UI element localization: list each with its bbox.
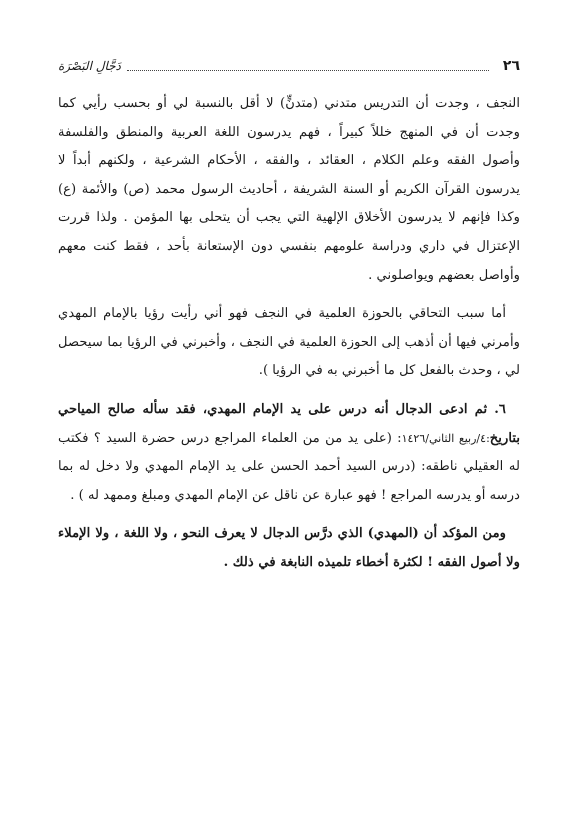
paragraph-3-text: : (على يد من من العلماء المراجع درس حضرة السيد ؟ فكتب له العقيلي ناطقه: (درس السيد أحمد الحسن على يد الإمام المهدي ولا دخل له بما درسه أو يدرسه المراجع ! فهو عبارة عن ناقل عن الإمام المهدي ومبلغ وممهد له ) . bbox=[58, 430, 520, 503]
paragraph-2: أما سبب التحاقي بالحوزة العلمية في النجف فهو أني رأيت رؤيا بالإمام المهدي وأمرني فيها أن أذهب إلى الحوزة العلمية في النجف ، وأخبرني في الرؤيا بما سيحصل لي ، وحدث بالفعل كل ما أخبرني به في الرؤيا ). bbox=[58, 306, 520, 379]
header-divider bbox=[127, 60, 489, 71]
paragraph-4: ومن المؤكد أن (المهدي) الذي درَّس الدجال لا يعرف النحو ، ولا اللغة ، ولا الإملاء ولا أصول الفقه ! لكثرة أخطاء تلميذه النابغة في ذلك . bbox=[58, 526, 520, 570]
paragraph-3-lead: ٦. ثم ادعى الدجال أنه درس على يد الإمام المهدي، فقد سأله صالح المياحي بتاريخ bbox=[58, 401, 521, 446]
paragraph-3 bbox=[58, 396, 520, 510]
paragraph-3-date: :٤/ربيع الثاني/١٤٢٦ bbox=[401, 431, 490, 445]
page-number: ٢٦ bbox=[502, 58, 520, 74]
page-body bbox=[58, 90, 520, 578]
book-title: دَجَّالِ البَصْرَة bbox=[58, 59, 121, 73]
page-header bbox=[58, 54, 520, 74]
paragraph-1: النجف ، وجدت أن التدريس متدني (متدنٍّ) لا أقل بالنسبة لي أو بحسب رأيي كما وجدت أن في المنهج خللاً كبيراً ، فهم يدرسون اللغة العربية والمنطق والفلسفة وأصول الفقه وعلم الكلام ، العقائد ، والفقه ، الأحكام الشرعية ، ولكنهم أبداً لا يدرسون القرآن الكريم أو السنة الشريفة ، أحاديث الرسول محمد (ص) والأئمة (ع) وكذا فإنهم لا يدرسون الأخلاق الإلهية التي يجب أن يتحلى بها المؤمن . ولذا قررت الإعتزال في داري ودراسة علومهم بنفسي دون الإستعانة بأحد ، فقط كنت معهم وأواصل بعضهم ويواصلوني . bbox=[58, 96, 520, 283]
